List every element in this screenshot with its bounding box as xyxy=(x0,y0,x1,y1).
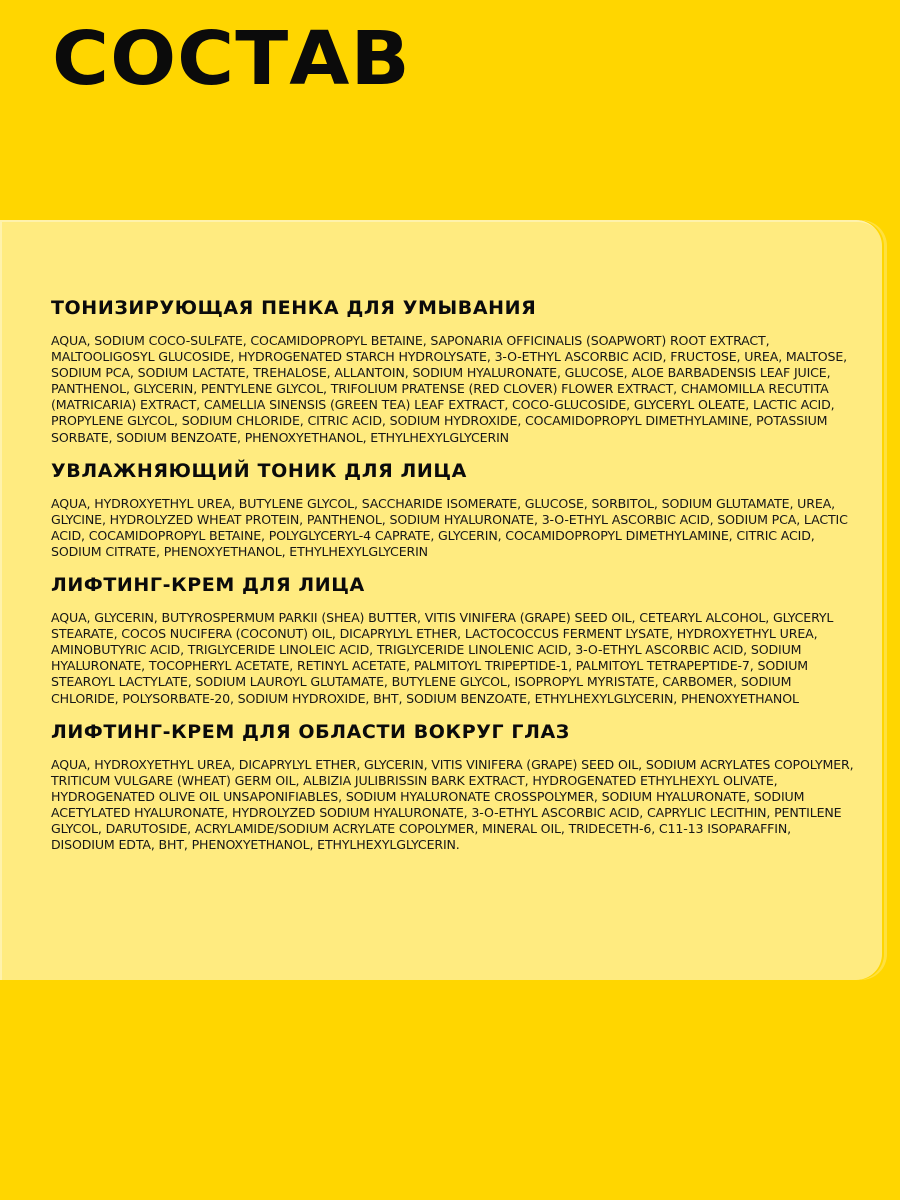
ingredients-section-foam xyxy=(51,297,856,446)
section-heading: УВЛАЖНЯЮЩИЙ ТОНИК ДЛЯ ЛИЦА xyxy=(51,459,467,482)
section-heading: ЛИФТИНГ-КРЕМ ДЛЯ ЛИЦА xyxy=(51,574,365,597)
page-title: СОСТАВ xyxy=(52,16,411,102)
ingredients-section-toner xyxy=(51,460,856,560)
section-heading: ТОНИЗИРУЮЩАЯ ПЕНКА ДЛЯ УМЫВАНИЯ xyxy=(51,297,537,319)
ingredients-card xyxy=(0,220,882,980)
section-ingredients: AQUA, SODIUM COCO-SULFATE, COCAMIDOPROPYL BETAINE, SAPONARIA OFFICINALIS (SOAPWORT) ROOT EXTRACT, MALTOOLIGOSYL GLUCOSIDE, HYDROGENATED STARCH HYDROLYSATE, 3-O-ETHYL ASCORBIC ACID, FRUCTOSE, UREA, MALTOSE, SODIUM PCA, SODIUM LACTATE, TREHALOSE, ALLANTOIN, SODIUM HYALURONATE, GLUCOSE, ALOE BARBADENSIS LEAF JUICE, PANTHENOL, GLYCERIN, PENTYLENE GLYCOL, TRIFOLIUM PRATENSE (RED CLOVER) FLOWER EXTRACT, CHAMOMILLA RECUTITA (MATRICARIA) EXTRACT, CAMELLIA SINENSIS (GREEN TEA) LEAF EXTRACT, COCO-GLUCOSIDE, GLYCERYL OLEATE, LACTIC ACID, PROPYLENE GLYCOL, SODIUM CHLORIDE, CITRIC ACID, SODIUM HYDROXIDE, COCAMIDOPROPYL DIMETHYLAMINE, POTASSIUM SORBATE, SODIUM BENZOATE, PHENOXYETHANOL, ETHYLHEXYLGLYCERIN xyxy=(51,333,848,445)
section-ingredients: AQUA, HYDROXYETHYL UREA, DICAPRYLYL ETHER, GLYCERIN, VITIS VINIFERA (GRAPE) SEED OIL, SODIUM ACRYLATES COPOLYMER, TRITICUM VULGARE (WHEAT) GERM OIL, ALBIZIA JULIBRISSIN BARK EXTRACT, HYDROGENATED ETHYLHEXYL OLIVATE, HYDROGENATED OLIVE OIL UNSAPONIFIABLES, SODIUM HYALURONATE CROSSPOLYMER, SODIUM HYALURONATE, SODIUM ACETYLATED HYALURONATE, HYDROLYZED SODIUM HYALURONATE, 3-O-ETHYL ASCORBIC ACID, CAPRYLIC LECITHIN, PENTILENE GLYCOL, DARUTOSIDE, ACRYLAMIDE/SODIUM ACRYLATE COPOLYMER, MINERAL OIL, TRIDECETH-6, C11-13 ISOPARAFFIN, DISODIUM EDTA, BHT, PHENOXYETHANOL, ETHYLHEXYLGLYCERIN. xyxy=(51,756,854,853)
ingredients-list xyxy=(51,297,856,867)
section-heading: ЛИФТИНГ-КРЕМ ДЛЯ ОБЛАСТИ ВОКРУГ ГЛАЗ xyxy=(51,720,570,743)
section-ingredients: AQUA, HYDROXYETHYL UREA, BUTYLENE GLYCOL, SACCHARIDE ISOMERATE, GLUCOSE, SORBITOL, SODIUM GLUTAMATE, UREA, GLYCINE, HYDROLYZED WHEAT PROTEIN, PANTHENOL, SODIUM HYALURONATE, 3-O-ETHYL ASCORBIC ACID, SODIUM PCA, LACTIC ACID, COCAMIDOPROPYL BETAINE, POLYGLYCERYL-4 CAPRATE, GLYCERIN, COCAMIDOPROPYL DIMETHYLAMINE, CITRIC ACID, SODIUM CITRATE, PHENOXYETHANOL, ETHYLHEXYLGLYCERIN xyxy=(51,495,848,559)
ingredients-section-face-cream xyxy=(51,574,856,707)
ingredients-section-eye-cream xyxy=(51,721,856,854)
section-ingredients: AQUA, GLYCERIN, BUTYROSPERMUM PARKII (SHEA) BUTTER, VITIS VINIFERA (GRAPE) SEED OIL, CETEARYL ALCOHOL, GLYCERYL STEARATE, COCOS NUCIFERA (COCONUT) OIL, DICAPRYLYL ETHER, LACTOCOCCUS FERMENT LYSATE, HYDROXYETHYL UREA, AMINOBUTYRIC ACID, TRIGLYCERIDE LINOLEIC ACID, TRIGLYCERIDE LINOLENIC ACID, 3-O-ETHYL ASCORBIC ACID, SODIUM HYALURONATE, TOCOPHERYL ACETATE, RETINYL ACETATE, PALMITOYL TRIPEPTIDE-1, PALMITOYL TETRAPEPTIDE-7, SODIUM STEAROYL LACTYLATE, SODIUM LAUROYL GLUTAMATE, BUTYLENE GLYCOL, ISOPROPYL MYRISTATE, CARBOMER, SODIUM CHLORIDE, POLYSORBATE-20, SODIUM HYDROXIDE, BHT, SODIUM BENZOATE, ETHYLHEXYLGLYCERIN, PHENOXYETHANOL xyxy=(51,610,834,706)
